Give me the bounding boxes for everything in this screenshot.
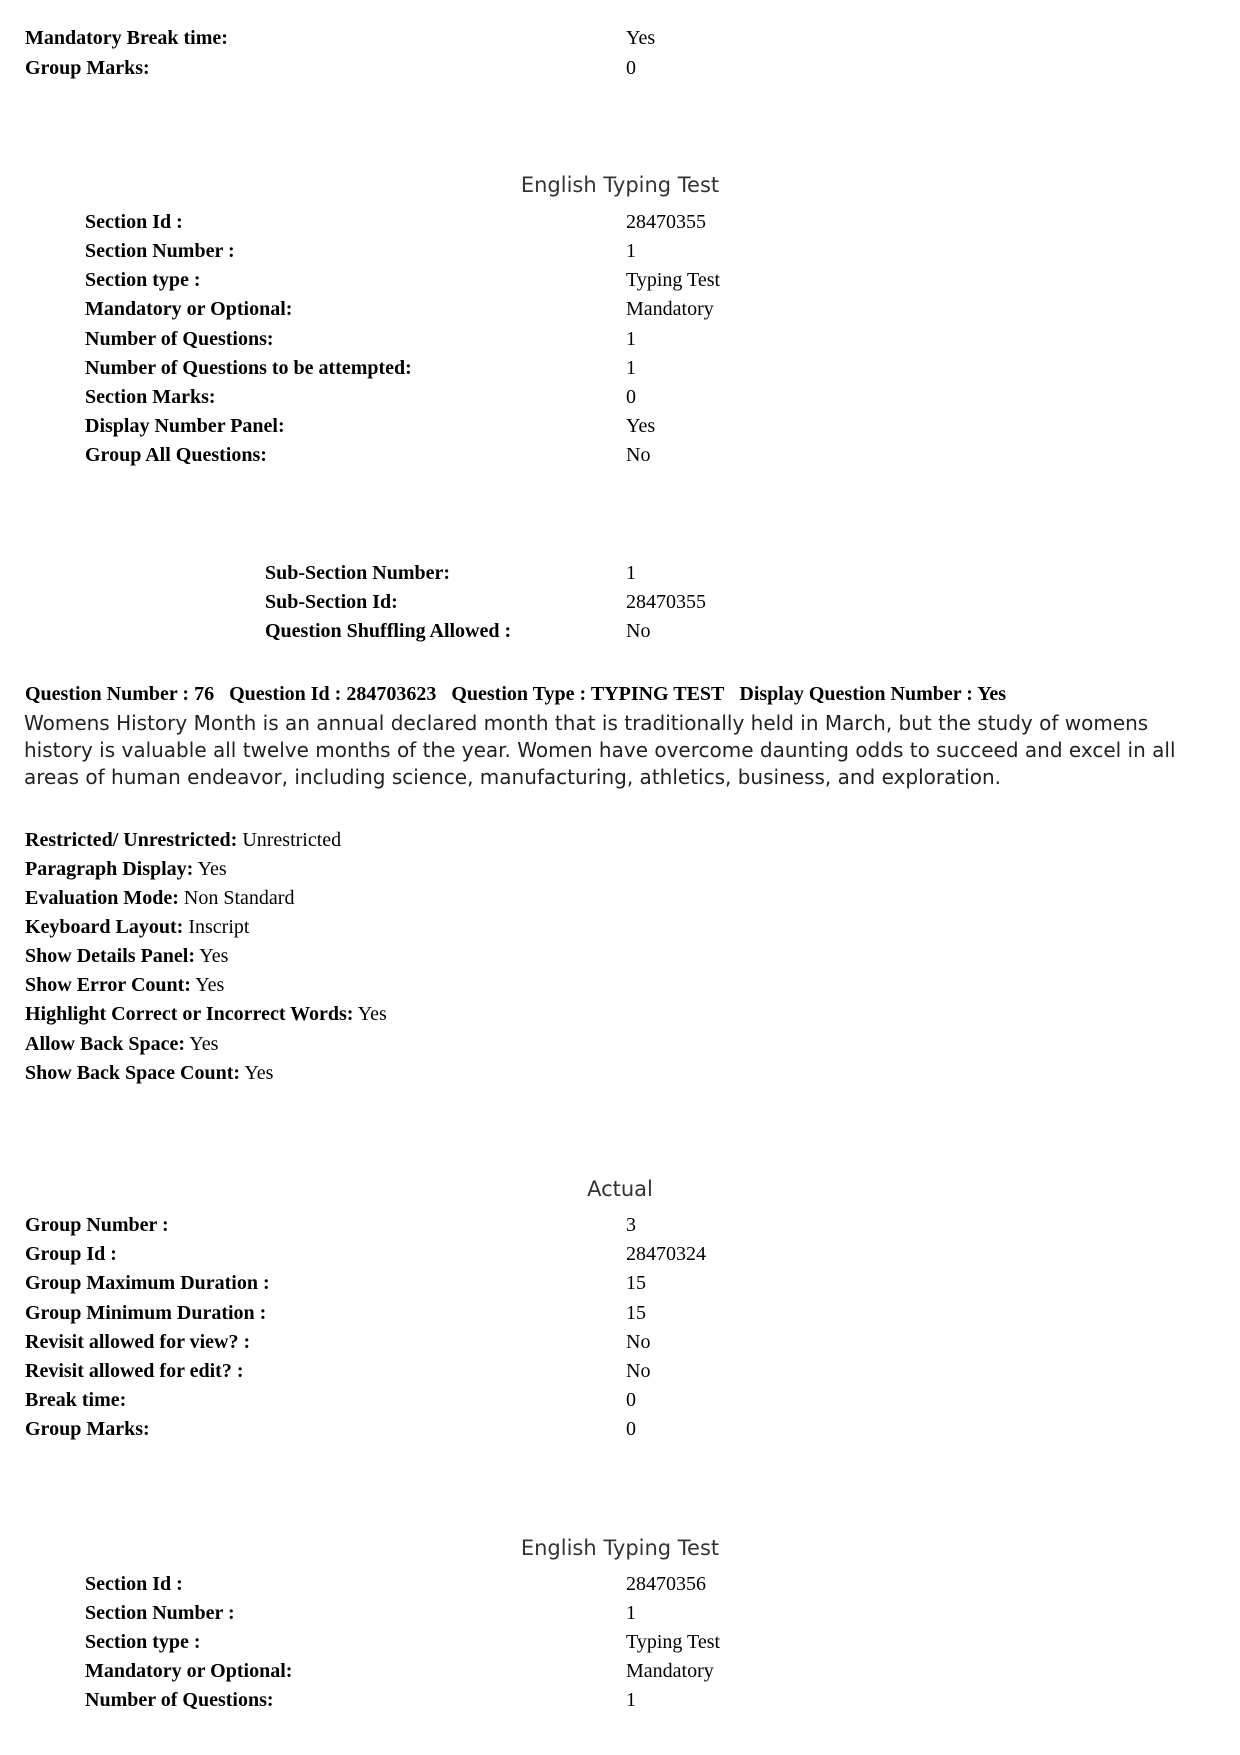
prop-value: Yes xyxy=(189,1033,219,1055)
prop-allow-back-space xyxy=(25,1032,218,1056)
group-id-value: 28470324 xyxy=(626,1243,706,1265)
prop-label: Show Details Panel: xyxy=(25,945,195,967)
prop-evaluation-mode xyxy=(25,886,294,910)
sub-section-id-label: Sub-Section Id: xyxy=(265,591,398,613)
mandatory-break-time-value: Yes xyxy=(626,27,656,49)
prop-label: Highlight Correct or Incorrect Words: xyxy=(25,1003,354,1025)
section-2-questions-label: Number of Questions: xyxy=(85,1689,274,1711)
prop-label: Keyboard Layout: xyxy=(25,916,184,938)
prop-label: Show Back Space Count: xyxy=(25,1062,241,1084)
mandatory-optional-value: Mandatory xyxy=(626,298,714,320)
mandatory-break-time-label: Mandatory Break time: xyxy=(25,27,228,49)
group-3-heading: Actual xyxy=(587,1177,653,1201)
display-number-panel-value: Yes xyxy=(626,415,656,437)
prop-value: Yes xyxy=(357,1003,387,1025)
group-all-questions-value: No xyxy=(626,444,651,466)
section-2-id-label: Section Id : xyxy=(85,1573,183,1595)
typing-paragraph: Womens History Month is an annual declared month that is traditionally held in March, but the study of womens history is valuable all twelve months of the year. Women have overcome daunting odds to succeed and excel in all areas of human endeavor, including science, manufacturing, athletics, business, and exploration. xyxy=(24,711,1176,789)
group-max-duration-value: 15 xyxy=(626,1272,646,1294)
prop-value: Unrestricted xyxy=(242,829,342,851)
section-2-mandatory-label: Mandatory or Optional: xyxy=(85,1660,293,1682)
prop-show-details-panel xyxy=(25,944,228,968)
section-2-questions-value: 1 xyxy=(626,1689,636,1711)
section-2-type-label: Section type : xyxy=(85,1631,201,1653)
revisit-view-label: Revisit allowed for view? : xyxy=(25,1331,251,1353)
section-2-number-value: 1 xyxy=(626,1602,636,1624)
section-2-heading: English Typing Test xyxy=(520,1536,720,1560)
sub-section-number-value: 1 xyxy=(626,562,636,584)
prop-value: Yes xyxy=(199,945,229,967)
prop-label: Evaluation Mode: xyxy=(25,887,179,909)
sub-section-number-label: Sub-Section Number: xyxy=(265,562,451,584)
question-shuffling-label: Question Shuffling Allowed : xyxy=(265,620,512,642)
prop-value: Non Standard xyxy=(183,887,295,909)
display-question-number: Display Question Number : Yes xyxy=(739,683,1007,705)
section-2-mandatory-value: Mandatory xyxy=(626,1660,714,1682)
group-marks-label: Group Marks: xyxy=(25,57,150,79)
question-header xyxy=(25,682,1016,706)
prop-label: Show Error Count: xyxy=(25,974,191,996)
question-id: Question Id : 284703623 xyxy=(229,683,437,705)
group-number-label: Group Number : xyxy=(25,1214,169,1236)
prop-value: Yes xyxy=(197,858,227,880)
group-all-questions-label: Group All Questions: xyxy=(85,444,267,466)
section-number-label: Section Number : xyxy=(85,240,235,262)
break-time-label: Break time: xyxy=(25,1389,127,1411)
prop-value: Yes xyxy=(244,1062,274,1084)
display-number-panel-label: Display Number Panel: xyxy=(85,415,285,437)
prop-highlight-words xyxy=(25,1002,387,1026)
number-of-questions-label: Number of Questions: xyxy=(85,328,274,350)
revisit-edit-value: No xyxy=(626,1360,651,1382)
prop-paragraph-display xyxy=(25,857,227,881)
group-min-duration-value: 15 xyxy=(626,1302,646,1324)
section-number-value: 1 xyxy=(626,240,636,262)
prop-label: Paragraph Display: xyxy=(25,858,194,880)
number-of-questions-value: 1 xyxy=(626,328,636,350)
prop-restricted xyxy=(25,828,341,852)
group-3-marks-label: Group Marks: xyxy=(25,1418,150,1440)
section-type-label: Section type : xyxy=(85,269,201,291)
group-id-label: Group Id : xyxy=(25,1243,117,1265)
section-2-id-value: 28470356 xyxy=(626,1573,706,1595)
section-marks-value: 0 xyxy=(626,386,636,408)
mandatory-optional-label: Mandatory or Optional: xyxy=(85,298,293,320)
prop-label: Restricted/ Unrestricted: xyxy=(25,829,238,851)
questions-to-attempt-value: 1 xyxy=(626,357,636,379)
section-id-label: Section Id : xyxy=(85,211,183,233)
sub-section-id-value: 28470355 xyxy=(626,591,706,613)
prop-label: Allow Back Space: xyxy=(25,1033,185,1055)
prop-value: Inscript xyxy=(188,916,250,938)
questions-to-attempt-label: Number of Questions to be attempted: xyxy=(85,357,412,379)
question-shuffling-value: No xyxy=(626,620,651,642)
question-type: Question Type : TYPING TEST xyxy=(451,683,725,705)
group-number-value: 3 xyxy=(626,1214,636,1236)
group-3-marks-value: 0 xyxy=(626,1418,636,1440)
question-number: Question Number : 76 xyxy=(25,683,215,705)
prop-keyboard-layout xyxy=(25,915,249,939)
revisit-view-value: No xyxy=(626,1331,651,1353)
prop-show-back-space-count xyxy=(25,1061,273,1085)
group-max-duration-label: Group Maximum Duration : xyxy=(25,1272,270,1294)
section-1-heading: English Typing Test xyxy=(520,173,720,197)
section-2-type-value: Typing Test xyxy=(626,1631,721,1653)
prop-value: Yes xyxy=(195,974,225,996)
group-min-duration-label: Group Minimum Duration : xyxy=(25,1302,267,1324)
prop-show-error-count xyxy=(25,973,224,997)
section-id-value: 28470355 xyxy=(626,211,706,233)
section-marks-label: Section Marks: xyxy=(85,386,216,408)
revisit-edit-label: Revisit allowed for edit? : xyxy=(25,1360,244,1382)
section-2-number-label: Section Number : xyxy=(85,1602,235,1624)
break-time-value: 0 xyxy=(626,1389,636,1411)
group-marks-value: 0 xyxy=(626,57,636,79)
section-type-value: Typing Test xyxy=(626,269,721,291)
